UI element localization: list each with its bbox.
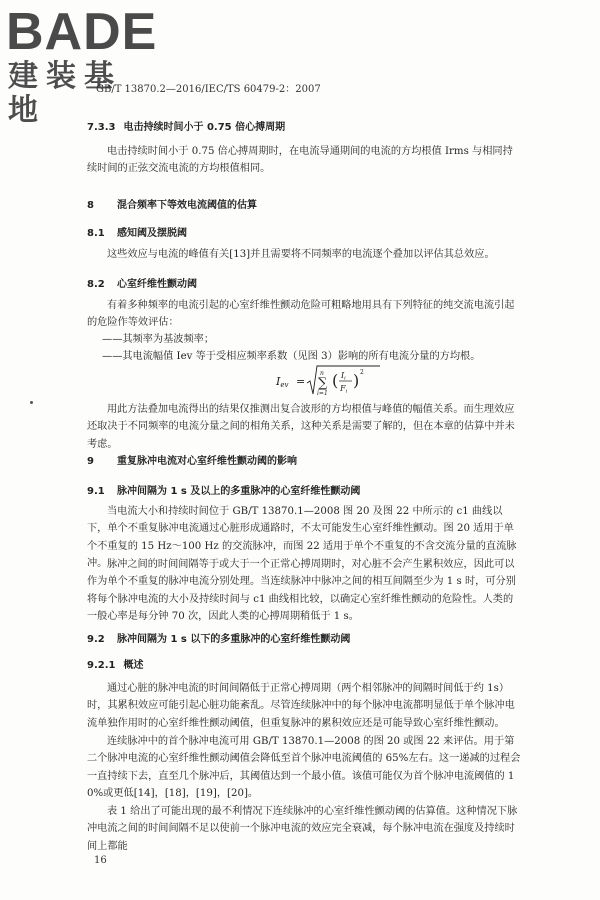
heading-9-1 <box>87 482 360 497</box>
heading-title: 脉冲间隔为 1 s 及以上的多重脉冲的心室纤维性颤动阈 <box>117 486 361 497</box>
heading-title: 脉冲间隔为 1 s 以下的多重脉冲的心室纤维性颤动阈 <box>117 634 351 645</box>
heading-8 <box>87 196 257 211</box>
heading-number: 7.3.3 <box>87 122 116 133</box>
heading-number: 9 <box>87 456 94 467</box>
dash-item-2: ——其电流幅值 Iev 等于受相应频率系数（见图 3）影响的所有电流分量的方均根。 <box>102 351 481 362</box>
logo-sub-text: 建装基地 <box>8 59 122 128</box>
heading-number: 9.1 <box>87 486 105 497</box>
fraction-den: Fi <box>340 384 348 395</box>
rms-formula <box>276 364 386 398</box>
heading-number: 9.2.1 <box>87 660 116 671</box>
paragraph-8-2-b: 用此方法叠加电流得出的结果仅推测出复合波形的方均根值与峰值的幅值关系。而生理效应还取决于不同频率的电流分量之间的相角关系，这种关系是需要了解的，但在本章的估算中并未考虑。 <box>87 404 515 450</box>
fraction-num: Ii <box>341 371 346 382</box>
sum-upper: n <box>320 370 324 377</box>
paragraph-7-3-3: 电击持续时间小于 0.75 倍心搏周期时，在电流导通期间的电流的方均根值 Irms 与相同持续时间的正弦交流电流的方均根值相同。 <box>87 146 513 175</box>
standard-header: GB/T 13870.2—2016/IEC/TS 60479-2：2007 <box>96 84 321 95</box>
scan-speck <box>30 401 33 404</box>
sum-lower: i=1 <box>317 390 328 397</box>
sum-sign: ∑ <box>318 376 328 391</box>
paragraph-8-1: 这些效应与电流的峰值有关[13]并且需要将不同频率的电流逐个叠加以评估其总效应。 <box>107 249 495 260</box>
heading-8-1 <box>87 224 187 239</box>
heading-9 <box>87 452 297 467</box>
heading-8-2 <box>87 275 197 290</box>
heading-title: 电击持续时间小于 0.75 倍心搏周期 <box>123 122 286 133</box>
page-number: 16 <box>94 855 107 866</box>
paragraph-8-2: 有着多种频率的电流引起的心室纤维性颤动危险可粗略地用具有下列特征的纯交流电流引起的危险作等效评估： <box>87 300 515 329</box>
heading-7-3-3 <box>87 118 285 133</box>
logo-main-text: BADE <box>6 3 158 61</box>
heading-title: 混合频率下等效电流阈值的估算 <box>117 200 257 211</box>
dash-item-1: ——其频率为基波频率； <box>102 334 215 345</box>
heading-number: 8 <box>87 200 94 211</box>
exponent: 2 <box>360 369 364 376</box>
formula-lhs: Iev <box>276 375 289 389</box>
formula-equals: = <box>296 375 306 388</box>
heading-number: 8.1 <box>87 228 105 239</box>
heading-title: 心室纤维性颤动阈 <box>117 279 197 290</box>
heading-9-2-1 <box>87 656 143 671</box>
paragraph-9-2-1-a: 通过心脏的脉冲电流的时间间隔低于正常心搏周期（两个相邻脉冲的间隔时间低于约 1s）时，其累积效应可能引起心脏功能紊乱。尽管连续脉冲中的每个脉冲电流都明显低于单个脉冲电流单独作用时的心室纤维性颤动阈值，但重复脉冲的累积效应还是可能导致心室纤维性颤动。 <box>87 683 515 729</box>
heading-title: 重复脉冲电流对心室纤维性颤动阈的影响 <box>117 456 297 467</box>
heading-title: 感知阈及摆脱阈 <box>117 228 187 239</box>
right-paren: ) <box>353 371 360 390</box>
left-paren: ( <box>332 371 339 390</box>
paragraph-9-2-1-b: 连续脉冲中的首个脉冲电流可用 GB/T 13870.1—2008 的图 20 或图 22 来评估。用于第二个脉冲电流的心室纤维性颤动阈值会降低至首个脉冲电流阈值的 65%左右。这一递减的过程会一直持续下去，直至几个脉冲后，其阈值达到一个最小值。该值可能仅为首个脉冲电流阈值的 10%或更低[14]，[18]，[19]，[20]。 <box>87 736 521 800</box>
paragraph-9-1-b: 脉冲之间的时间间隔等于或大于一个正常心搏周期时，对心脏不会产生累积效应，因此可以作为单个不重复的脉冲电流分别处理。当连续脉冲中脉冲之间的相互间隔至少为 1 s 时，可分别将每个脉冲电流的大小及持续时间与 c1 曲线相比较，以确定心室纤维性颤动的危险性。人类的一般心率是每分钟 70 次，因此人类的心搏周期稍低于 1 s。 <box>87 559 516 623</box>
paragraph-9-2-1-c: 表 1 给出了可能出现的最不利情况下连续脉冲的心室纤维性颤动阈的估算值。这种情况下脉冲电流之间的时间间隔不足以使前一个脉冲电流的效应完全衰减，每个脉冲电流在强度及持续时间上都能 <box>87 806 518 852</box>
paragraph-9-1-a: 当电流大小和持续时间位于 GB/T 13870.1—2008 图 20 及图 22 中所示的 c1 曲线以下，单个不重复脉冲电流通过心脏形成通路时，不太可能发生心室纤维性颤动。图 20 适用于单个不重复的 15 Hz～100 Hz 的交流脉冲，而图 22 适用于单个不重复的不含交流分量的直流脉冲。 <box>87 506 517 570</box>
heading-9-2 <box>87 630 350 645</box>
heading-number: 8.2 <box>87 279 105 290</box>
heading-title: 概述 <box>123 660 144 671</box>
heading-number: 9.2 <box>87 634 105 645</box>
